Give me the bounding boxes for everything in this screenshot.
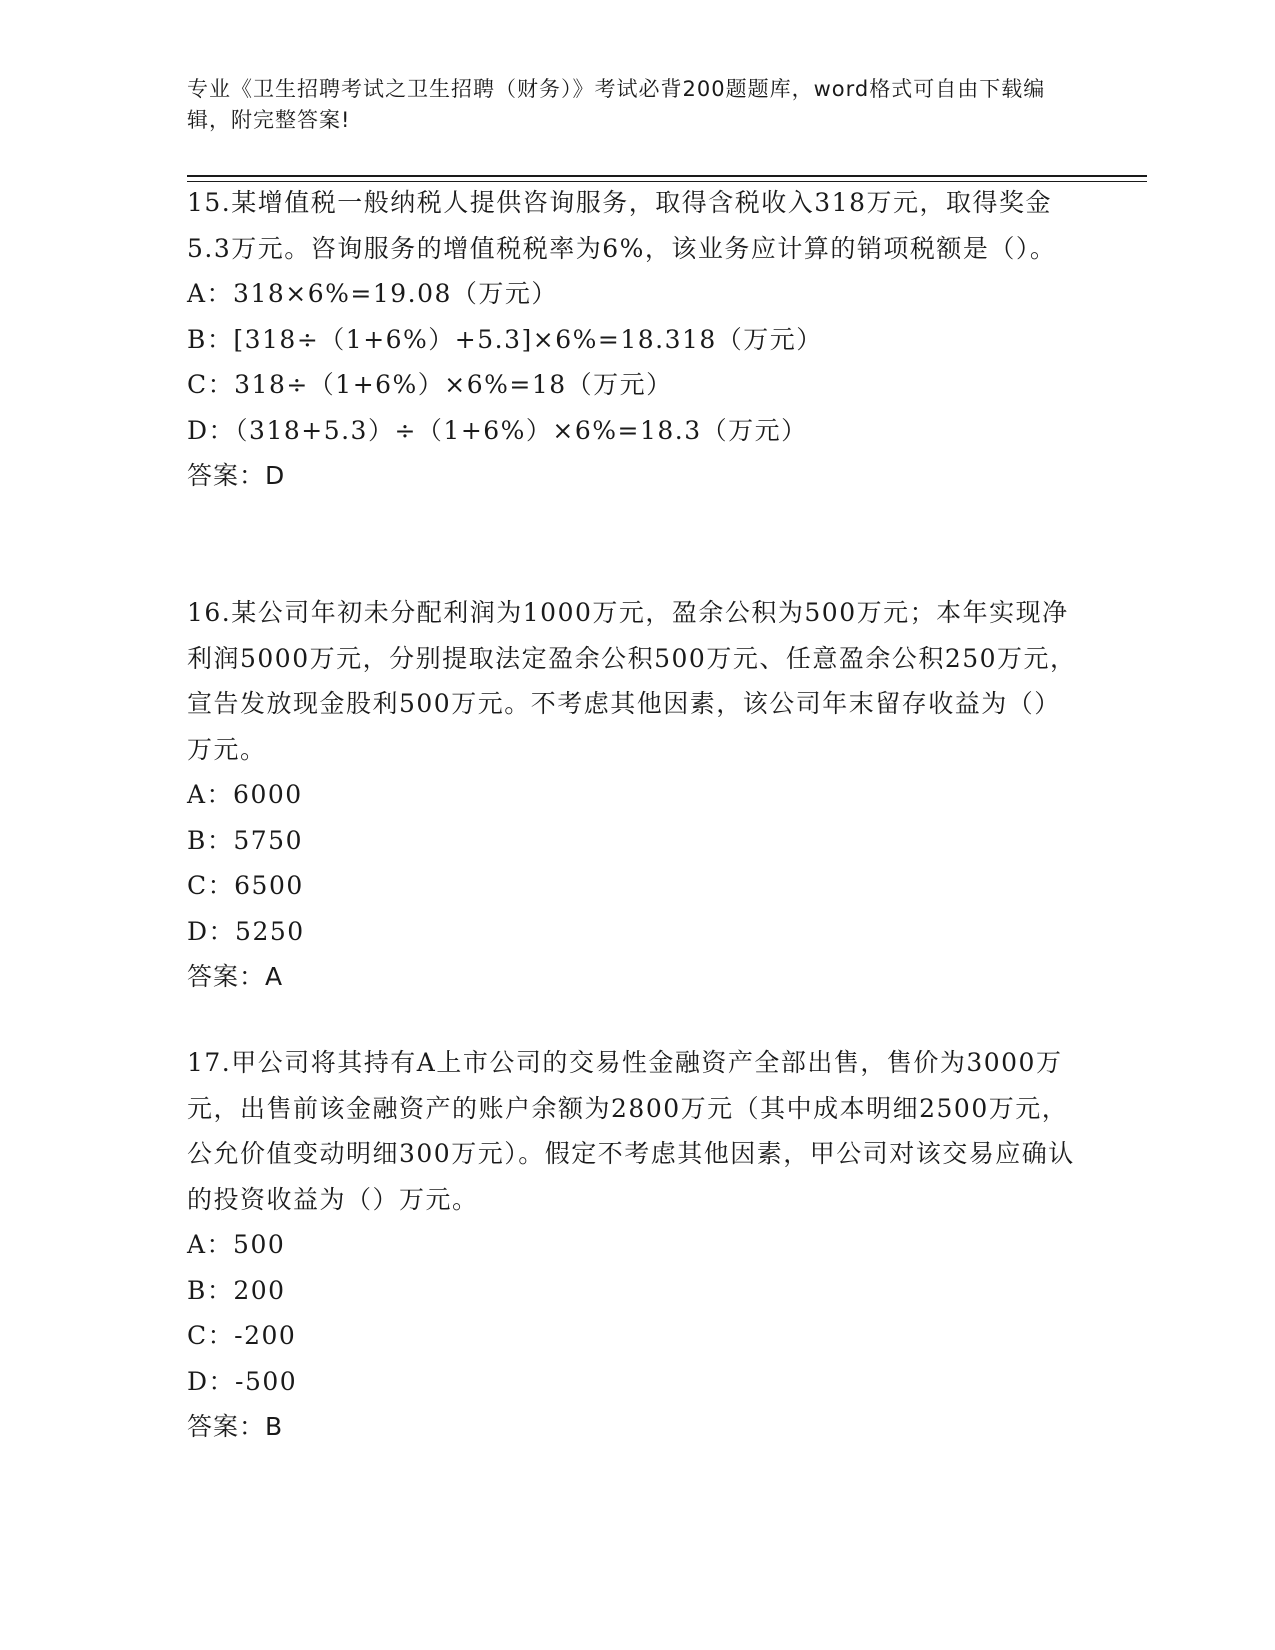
option-c: C：318÷（1+6%）×6%=18（万元） <box>187 370 673 399</box>
header-divider-thick <box>187 175 1147 177</box>
question-text: 16.某公司年初未分配利润为1000万元，盈余公积为500万元；本年实现净利润5000万元，分别提取法定盈余公积500万元、任意盈余公积250万元，宣告发放现金股利500万元。不考虑其他因素，该公司年末留存收益为（）万元。 <box>187 598 1077 764</box>
option-a: A：500 <box>187 1230 286 1259</box>
option-d: D：（318+5.3）÷（1+6%）×6%=18.3（万元） <box>187 415 808 445</box>
option-d: D：5250 <box>187 916 305 946</box>
question-15 <box>187 180 1087 499</box>
question-text: 17.甲公司将其持有A上市公司的交易性金融资产全部出售，售价为3000万元，出售前该金融资产的账户余额为2800万元（其中成本明细2500万元，公允价值变动明细300万元）。假定不考虑其他因素，甲公司对该交易应确认的投资收益为（）万元。 <box>187 1048 1075 1214</box>
answer-label: 答案：D <box>187 461 286 490</box>
option-c: C：6500 <box>187 871 304 900</box>
option-d: D：-500 <box>187 1366 298 1396</box>
option-b: B：[318÷（1+6%）+5.3]×6%=18.318（万元） <box>187 324 823 354</box>
option-b: B：200 <box>187 1275 286 1305</box>
answer-label: 答案：A <box>187 962 284 991</box>
question-text: 15.某增值税一般纳税人提供咨询服务，取得含税收入318万元，取得奖金5.3万元。咨询服务的增值税税率为6%，该业务应计算的销项税额是（）。 <box>187 188 1057 263</box>
document-header: 专业《卫生招聘考试之卫生招聘（财务）》考试必背200题题库，word格式可自由下载编辑，附完整答案! <box>187 77 1046 132</box>
option-c: C：-200 <box>187 1321 297 1350</box>
answer-label: 答案：B <box>187 1412 284 1441</box>
option-a: A：318×6%=19.08（万元） <box>187 279 558 308</box>
question-16 <box>187 590 1087 1000</box>
question-17 <box>187 1040 1087 1450</box>
option-b: B：5750 <box>187 825 303 855</box>
option-a: A：6000 <box>187 780 303 809</box>
